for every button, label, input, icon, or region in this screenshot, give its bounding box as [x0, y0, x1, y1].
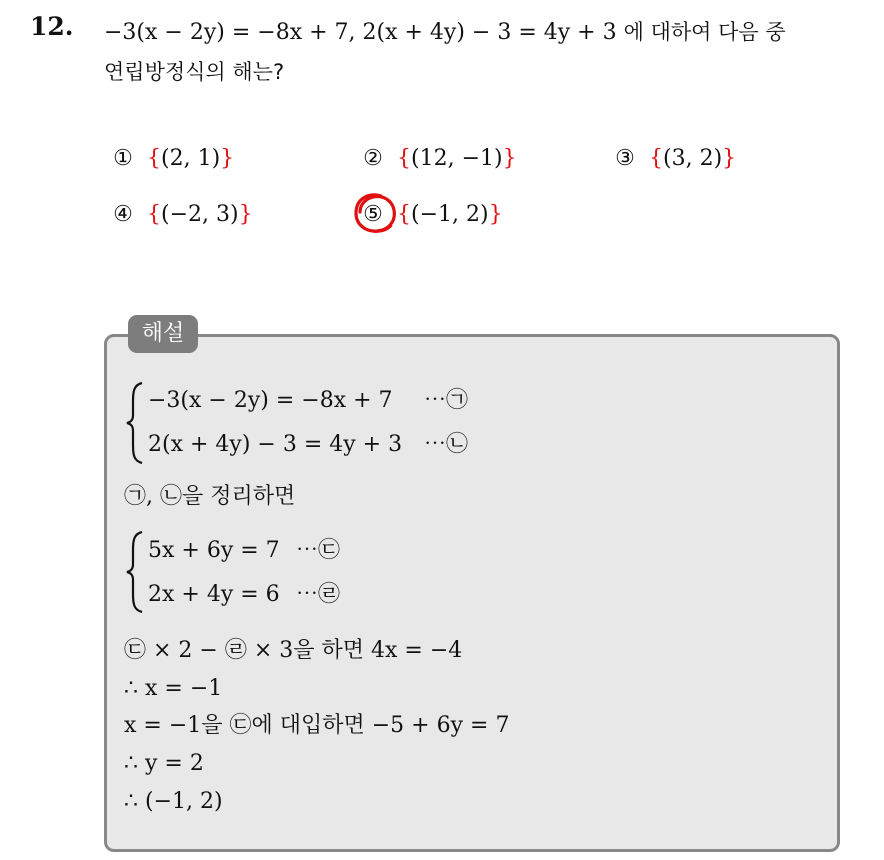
- brace-icon: }: [502, 146, 517, 171]
- question-number: 12.: [30, 12, 74, 41]
- step-5: ∴ y = 2: [124, 751, 204, 776]
- sys2-tag2: ⋯㉣: [296, 582, 341, 607]
- step-3: ∴ x = −1: [124, 676, 223, 701]
- step-1: ㉠, ㉡을 정리하면: [124, 484, 296, 509]
- option-2-value: (12, −1): [411, 146, 503, 171]
- question-line-1: [104, 16, 786, 46]
- brace-icon: }: [238, 202, 253, 227]
- sys1-tag1: ⋯㉠: [424, 388, 469, 413]
- left-brace-icon: [124, 381, 146, 465]
- solution-label: 해설: [128, 315, 198, 353]
- question-equations: −3(x − 2y) = −8x + 7, 2(x + 4y) − 3 = 4y + 3: [104, 20, 617, 45]
- left-brace-icon: [124, 530, 146, 614]
- sys2-tag1: ⋯㉢: [296, 538, 341, 563]
- brace-icon: }: [488, 202, 503, 227]
- sys1-tag2: ⋯㉡: [424, 432, 469, 457]
- option-1-mark: ①: [113, 146, 133, 171]
- step-6: ∴ (−1, 2): [124, 789, 223, 814]
- brace-icon: {: [147, 146, 161, 171]
- step-4: x = −1을 ㉢에 대입하면 −5 + 6y = 7: [124, 713, 510, 738]
- option-3-mark: ③: [615, 146, 635, 171]
- option-5[interactable]: [356, 198, 503, 232]
- option-5-value: (−1, 2): [411, 202, 489, 227]
- sys2-eq2: 2x + 4y = 6: [148, 582, 280, 607]
- option-5-mark: ⑤: [363, 202, 383, 227]
- option-4-mark: ④: [113, 202, 133, 227]
- question-line-2: 연립방정식의 해는?: [104, 60, 285, 84]
- step-2: ㉢ × 2 − ㉣ × 3을 하면 4x = −4: [124, 638, 463, 663]
- option-1-value: (2, 1): [161, 146, 221, 171]
- equation-system-1: [124, 381, 524, 465]
- option-2-mark: ②: [363, 146, 383, 171]
- option-1[interactable]: [106, 142, 234, 176]
- equation-system-2: [124, 530, 424, 614]
- option-2[interactable]: [356, 142, 517, 176]
- option-4-value: (−2, 3): [161, 202, 239, 227]
- question-text-1: 에 대하여 다음 중: [623, 20, 786, 44]
- sys2-eq1: 5x + 6y = 7: [148, 538, 280, 563]
- brace-icon: }: [722, 146, 737, 171]
- sys1-eq1: −3(x − 2y) = −8x + 7: [148, 388, 393, 413]
- option-4[interactable]: [106, 198, 253, 232]
- brace-icon: {: [397, 202, 411, 227]
- brace-icon: }: [220, 146, 235, 171]
- brace-icon: {: [649, 146, 663, 171]
- option-3-value: (3, 2): [663, 146, 723, 171]
- option-3[interactable]: [608, 142, 736, 176]
- brace-icon: {: [147, 202, 161, 227]
- sys1-eq2: 2(x + 4y) − 3 = 4y + 3: [148, 432, 403, 457]
- brace-icon: {: [397, 146, 411, 171]
